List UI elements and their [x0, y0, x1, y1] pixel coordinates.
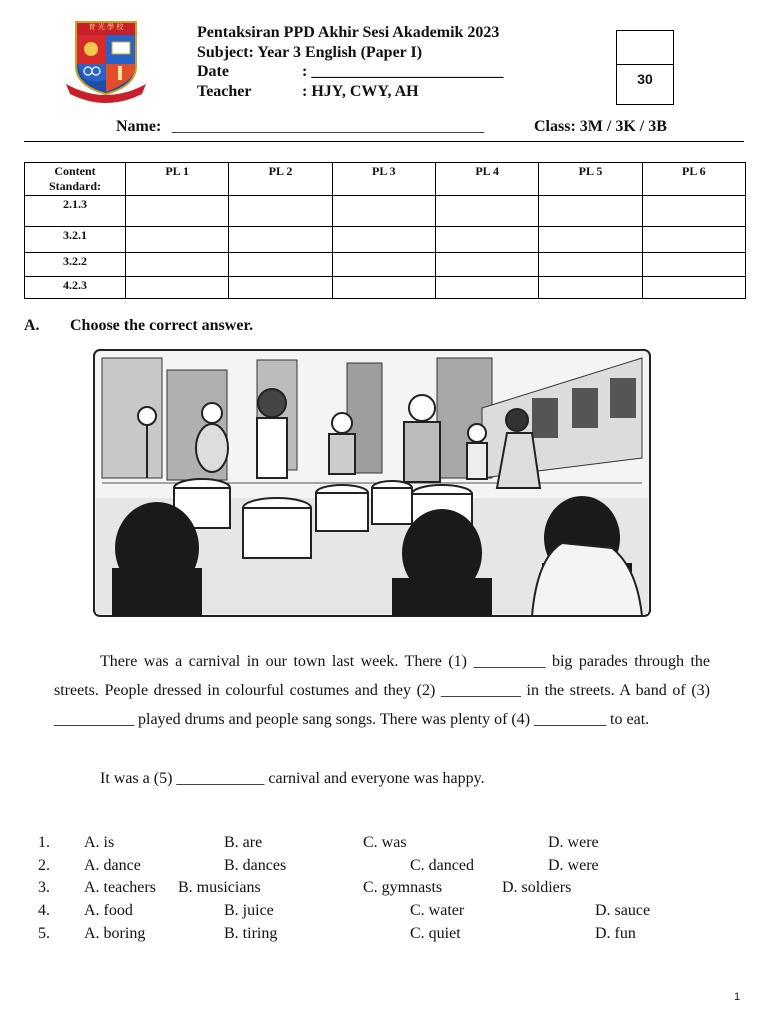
question-number: 4. [38, 902, 50, 919]
standard-cell: 3.2.1 [25, 227, 126, 253]
question-3 [0, 877, 768, 899]
passage-paragraph-1: There was a carnival in our town last week. There (1) _________ big parades through the streets. People dressed in colourful costumes and they (2) __________ in the streets. A band of (3) __________ played drums and people sang songs. There was plenty of (4) _________ to eat. [54, 653, 710, 728]
date-value: : ________________________ [302, 63, 504, 80]
option-a[interactable]: A. boring [84, 925, 146, 942]
pl-cell[interactable] [642, 277, 745, 299]
header-rule [24, 141, 744, 142]
col-pl3: PL 3 [332, 163, 435, 196]
option-d[interactable]: D. were [548, 834, 599, 851]
name-blank: _______________________________________ [172, 118, 484, 135]
option-c[interactable]: C. water [410, 902, 465, 919]
option-b[interactable]: B. dances [224, 857, 287, 874]
pl-cell[interactable] [332, 227, 435, 253]
question-number: 1. [38, 834, 50, 851]
option-c[interactable]: C. gymnasts [363, 879, 443, 896]
question-5 [0, 923, 768, 945]
question-number: 5. [38, 925, 50, 942]
pl-cell[interactable] [126, 277, 229, 299]
pl-cell[interactable] [539, 196, 642, 227]
section-a-heading [24, 317, 253, 335]
exam-title: Pentaksiran PPD Akhir Sesi Akademik 2023 [197, 24, 500, 41]
standard-cell: 3.2.2 [25, 253, 126, 277]
col-content-standard: Content Standard: [25, 163, 126, 196]
question-4 [0, 900, 768, 922]
question-number: 3. [38, 879, 50, 896]
pl-cell[interactable] [229, 277, 332, 299]
pl-cell[interactable] [435, 196, 538, 227]
class-label: Class: 3M / 3K / 3B [534, 118, 667, 135]
pl-cell[interactable] [126, 227, 229, 253]
date-label: Date [197, 63, 229, 80]
pl-cell[interactable] [126, 253, 229, 277]
standard-cell: 4.2.3 [25, 277, 126, 299]
pl-cell[interactable] [229, 196, 332, 227]
option-a[interactable]: A. is [84, 834, 115, 851]
pl-cell[interactable] [539, 227, 642, 253]
standard-cell: 2.1.3 [25, 196, 126, 227]
option-c[interactable]: C. was [363, 834, 407, 851]
col-pl1: PL 1 [126, 163, 229, 196]
pl-cell[interactable] [229, 227, 332, 253]
score-box [616, 30, 674, 105]
option-c[interactable]: C. quiet [410, 925, 461, 942]
option-a[interactable]: A. dance [84, 857, 141, 874]
pl-cell[interactable] [332, 253, 435, 277]
option-d[interactable]: D. were [548, 857, 599, 874]
col-pl5: PL 5 [539, 163, 642, 196]
option-d[interactable]: D. soldiers [502, 879, 572, 896]
option-d[interactable]: D. sauce [595, 902, 651, 919]
question-1 [0, 832, 768, 854]
teacher-value: : HJY, CWY, AH [302, 83, 419, 100]
name-row [24, 118, 744, 142]
school-logo [62, 20, 150, 104]
col-pl4: PL 4 [435, 163, 538, 196]
teacher-label: Teacher [197, 83, 252, 100]
pl-cell[interactable] [539, 253, 642, 277]
pl-cell[interactable] [332, 277, 435, 299]
section-instruction: Choose the correct answer. [70, 317, 254, 334]
pl-cell[interactable] [435, 253, 538, 277]
option-d[interactable]: D. fun [595, 925, 636, 942]
question-number: 2. [38, 857, 50, 874]
question-2 [0, 855, 768, 877]
pl-cell[interactable] [435, 277, 538, 299]
table-row [25, 277, 746, 299]
pl-cell[interactable] [126, 196, 229, 227]
table-row [25, 227, 746, 253]
option-a[interactable]: A. teachers [84, 879, 156, 896]
pl-cell[interactable] [642, 227, 745, 253]
option-b[interactable]: B. are [224, 834, 263, 851]
passage-paragraph-2: It was a (5) ___________ carnival and everyone was happy. [100, 770, 485, 787]
col-pl6: PL 6 [642, 163, 745, 196]
table-row [25, 196, 746, 227]
logo-text: 育 光 學 校 [88, 23, 124, 31]
total-score: 30 [637, 71, 653, 87]
pl-cell[interactable] [642, 253, 745, 277]
score-box-divider [617, 64, 673, 65]
subject-line: Subject: Year 3 English (Paper I) [197, 44, 423, 61]
page-number: 1 [734, 991, 741, 1003]
option-c[interactable]: C. danced [410, 857, 474, 874]
option-a[interactable]: A. food [84, 902, 133, 919]
pl-cell[interactable] [539, 277, 642, 299]
option-b[interactable]: B. musicians [178, 879, 261, 896]
pl-cell[interactable] [229, 253, 332, 277]
table-row [25, 253, 746, 277]
performance-level-table [24, 162, 746, 299]
carnival-illustration [92, 348, 652, 618]
option-b[interactable]: B. tiring [224, 925, 278, 942]
pl-cell[interactable] [642, 196, 745, 227]
pl-cell[interactable] [435, 227, 538, 253]
option-b[interactable]: B. juice [224, 902, 274, 919]
pl-cell[interactable] [332, 196, 435, 227]
col-pl2: PL 2 [229, 163, 332, 196]
section-number: A. [24, 317, 40, 334]
name-label: Name: [116, 118, 162, 135]
